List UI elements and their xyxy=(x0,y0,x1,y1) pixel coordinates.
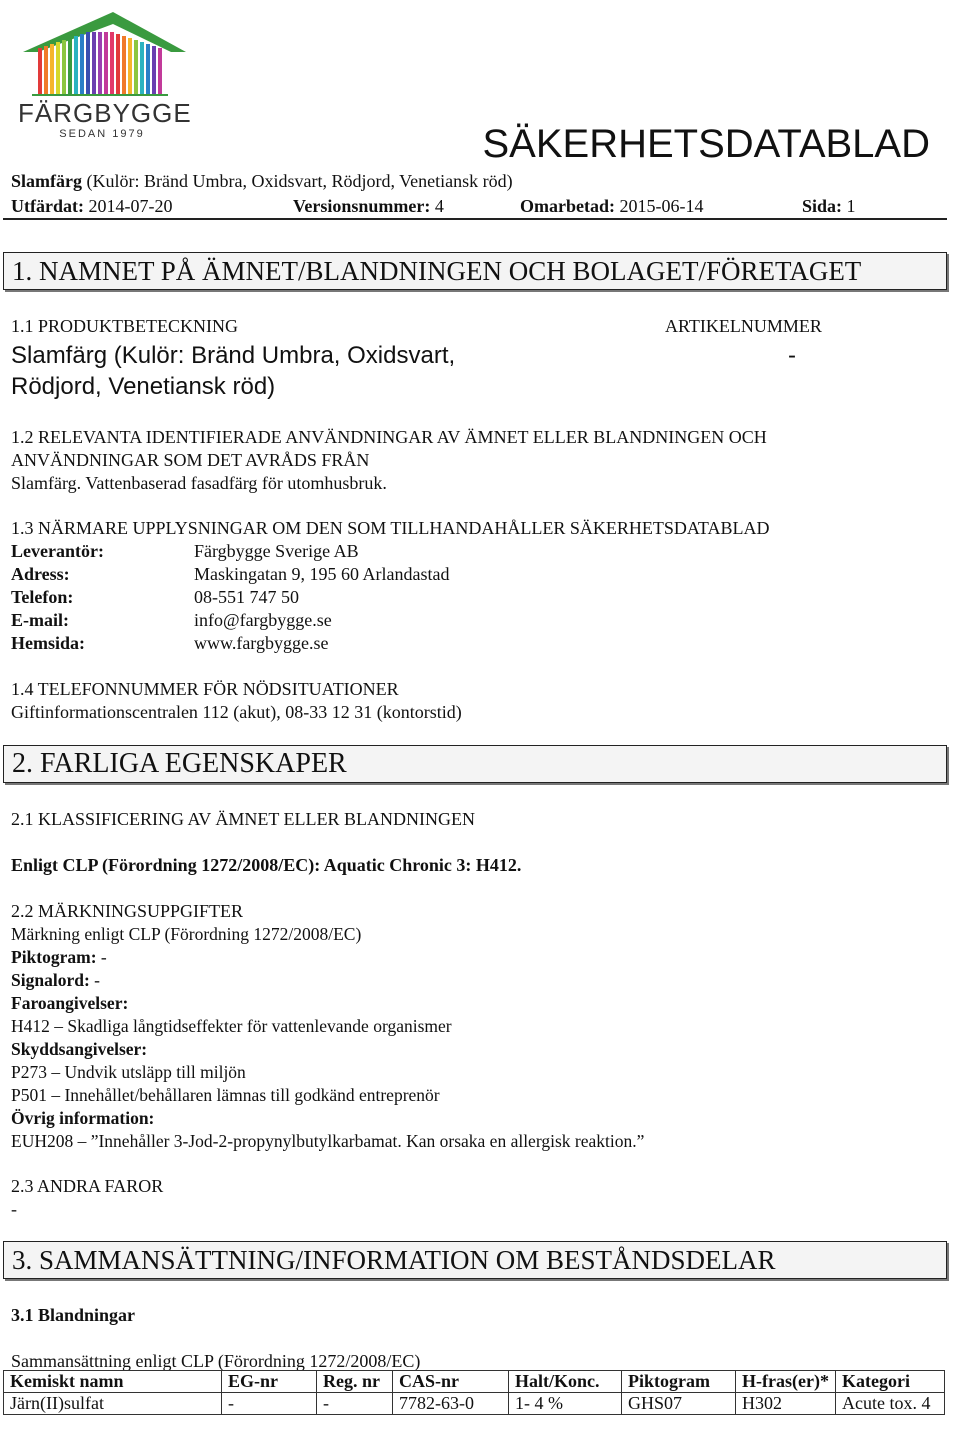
version-label: Versionsnummer: xyxy=(293,196,431,216)
issued-label: Utfärdat: xyxy=(11,196,84,216)
col-reg-number: Reg. nr xyxy=(317,1371,393,1393)
col-cas-number: CAS-nr xyxy=(393,1371,509,1393)
section-1-heading: 1. NAMNET PÅ ÄMNET/BLANDNINGEN OCH BOLAGET/FÖRETAGET xyxy=(12,256,862,286)
logo-since: SEDAN 1979 xyxy=(59,128,145,140)
emergency-number: Giftinformationscentralen 112 (akut), 08-33 12 31 (kontorstid) xyxy=(11,702,462,722)
version-value: 4 xyxy=(434,196,444,216)
col-ec-number: EG-nr xyxy=(222,1371,317,1393)
logo-brand: FÄRGBYGGE xyxy=(18,98,192,128)
h13-heading: 1.3 NÄRMARE UPPLYSNINGAR OM DEN SOM TILLHANDAHÅLLER SÄKERHETSDATABLAD xyxy=(11,518,770,538)
signal-label: Signalord: xyxy=(11,970,90,990)
email-row xyxy=(11,609,449,632)
precautionary-label: Skyddsangivelser: xyxy=(11,1039,148,1059)
cell-ec-number: - xyxy=(222,1393,317,1415)
document-title: SÄKERHETSDATABLAD xyxy=(482,122,930,166)
phone-label: Telefon: xyxy=(11,587,74,607)
page-label: Sida: xyxy=(802,196,843,216)
h23-heading: 2.3 ANDRA FAROR xyxy=(11,1176,164,1196)
signal-row xyxy=(11,969,941,992)
hazard-statements-label: Faroangivelser: xyxy=(11,993,129,1013)
euh208-statement: EUH208 – ”Innehåller 3-Jod-2-propynylbutylkarbamat. Kan orsaka en allergisk reaktion.” xyxy=(11,1131,645,1151)
product-name-large: Slamfärg xyxy=(11,342,108,369)
website-label: Hemsida: xyxy=(11,633,85,653)
revised-value: 2015-06-14 xyxy=(619,196,704,216)
website-row xyxy=(11,632,449,655)
identified-use: Slamfärg. Vattenbaserad fasadfärg för utomhusbruk. xyxy=(11,473,387,493)
hazard-statement-h412: H412 – Skadliga långtidseffekter för vattenlevande organismer xyxy=(11,1016,452,1036)
h12-heading-line1: 1.2 RELEVANTA IDENTIFIERADE ANVÄNDNINGAR AV ÄMNET ELLER BLANDNINGEN OCH xyxy=(11,427,767,447)
supplier-list xyxy=(11,540,449,655)
section-2-heading: 2. FARLIGA EGENSKAPER xyxy=(12,748,347,779)
cell-cas-number: 7782-63-0 xyxy=(393,1393,509,1415)
cell-pictogram: GHS07 xyxy=(622,1393,736,1415)
header-divider xyxy=(3,218,947,220)
col-category: Kategori xyxy=(836,1371,945,1393)
revised-label: Omarbetad: xyxy=(520,196,615,216)
cell-reg-number: - xyxy=(317,1393,393,1415)
table-header-row xyxy=(4,1371,945,1393)
h22-heading: 2.2 MÄRKNINGSUPPGIFTER xyxy=(11,901,244,921)
phone-value: 08-551 747 50 xyxy=(194,587,299,607)
header-product-name: Slamfärg xyxy=(11,171,82,191)
signal-value: - xyxy=(94,970,100,990)
col-h-phrases: H-fras(er)* xyxy=(736,1371,836,1393)
section-1-heading-box xyxy=(3,252,947,290)
section-3-heading: 3. SAMMANSÄTTNING/INFORMATION OM BESTÅNDSDELAR xyxy=(12,1245,776,1275)
phone-row xyxy=(11,586,449,609)
supplier-row xyxy=(11,540,449,563)
website-link[interactable]: www.fargbygge.se xyxy=(194,633,329,653)
other-info-label: Övrig information: xyxy=(11,1108,155,1128)
version-info xyxy=(293,195,444,217)
pictogram-label: Piktogram: xyxy=(11,947,97,967)
pictogram-row xyxy=(11,946,941,969)
cell-h-phrases: H302 xyxy=(736,1393,836,1415)
address-value: Maskingatan 9, 195 60 Arlandastad xyxy=(194,564,450,584)
pictogram-value: - xyxy=(100,947,107,967)
address-label: Adress: xyxy=(11,564,70,584)
supplier-label: Leverantör: xyxy=(11,541,104,561)
h11-artnr-heading: ARTIKELNUMMER xyxy=(665,316,822,336)
issued-value: 2014-07-20 xyxy=(88,196,173,216)
cell-concentration: 1- 4 % xyxy=(509,1393,622,1415)
product-designation xyxy=(11,340,531,402)
h12-heading-line2: ANVÄNDNINGAR SOM DET AVRÅDS FRÅN xyxy=(11,450,370,470)
article-number-value: - xyxy=(788,342,796,369)
composition-table xyxy=(3,1370,945,1415)
classification: Enligt CLP (Förordning 1272/2008/EC): Aquatic Chronic 3: H412. xyxy=(11,855,522,875)
product-shade-line1: (Kulör: Bränd Umbra, Oxidsvart, xyxy=(113,342,456,369)
col-concentration: Halt/Konc. xyxy=(509,1371,622,1393)
email-link[interactable]: info@fargbygge.se xyxy=(194,610,332,630)
table-row xyxy=(4,1393,945,1415)
other-hazards-value: - xyxy=(11,1199,17,1219)
header-product xyxy=(11,170,513,192)
h14-heading: 1.4 TELEFONNUMMER FÖR NÖDSITUATIONER xyxy=(11,679,399,699)
h21-heading: 2.1 KLASSIFICERING AV ÄMNET ELLER BLANDNINGEN xyxy=(11,809,476,829)
revised-info xyxy=(520,195,703,217)
h11-heading: 1.1 PRODUKTBETECKNING xyxy=(11,316,238,336)
supplier-value: Färgbygge Sverige AB xyxy=(194,541,359,561)
cell-chemical-name: Järn(II)sulfat xyxy=(4,1393,222,1415)
page-value: 1 xyxy=(846,196,856,216)
marking-title: Märkning enligt CLP (Förordning 1272/2008/EC) xyxy=(11,924,362,944)
page-info xyxy=(802,195,856,217)
col-chemical-name: Kemiskt namn xyxy=(4,1371,222,1393)
labelling-block xyxy=(11,923,941,1153)
header-product-shade: (Kulör: Bränd Umbra, Oxidsvart, Rödjord, Venetiansk röd) xyxy=(86,171,513,191)
section-2-heading-box xyxy=(3,745,947,783)
product-shade-line2: Rödjord, Venetiansk röd) xyxy=(11,373,276,400)
precautionary-p501: P501 – Innehållet/behållaren lämnas till godkänd entreprenör xyxy=(11,1085,440,1105)
address-row xyxy=(11,563,449,586)
email-label: E-mail: xyxy=(11,610,69,630)
composition-title: Sammansättning enligt CLP (Förordning 1272/2008/EC) xyxy=(11,1351,421,1371)
cell-category: Acute tox. 4 xyxy=(836,1393,945,1415)
section-3-heading-box xyxy=(3,1241,947,1279)
precautionary-p273: P273 – Undvik utsläpp till miljön xyxy=(11,1062,246,1082)
col-pictogram: Piktogram xyxy=(622,1371,736,1393)
h31-heading: 3.1 Blandningar xyxy=(11,1305,136,1325)
